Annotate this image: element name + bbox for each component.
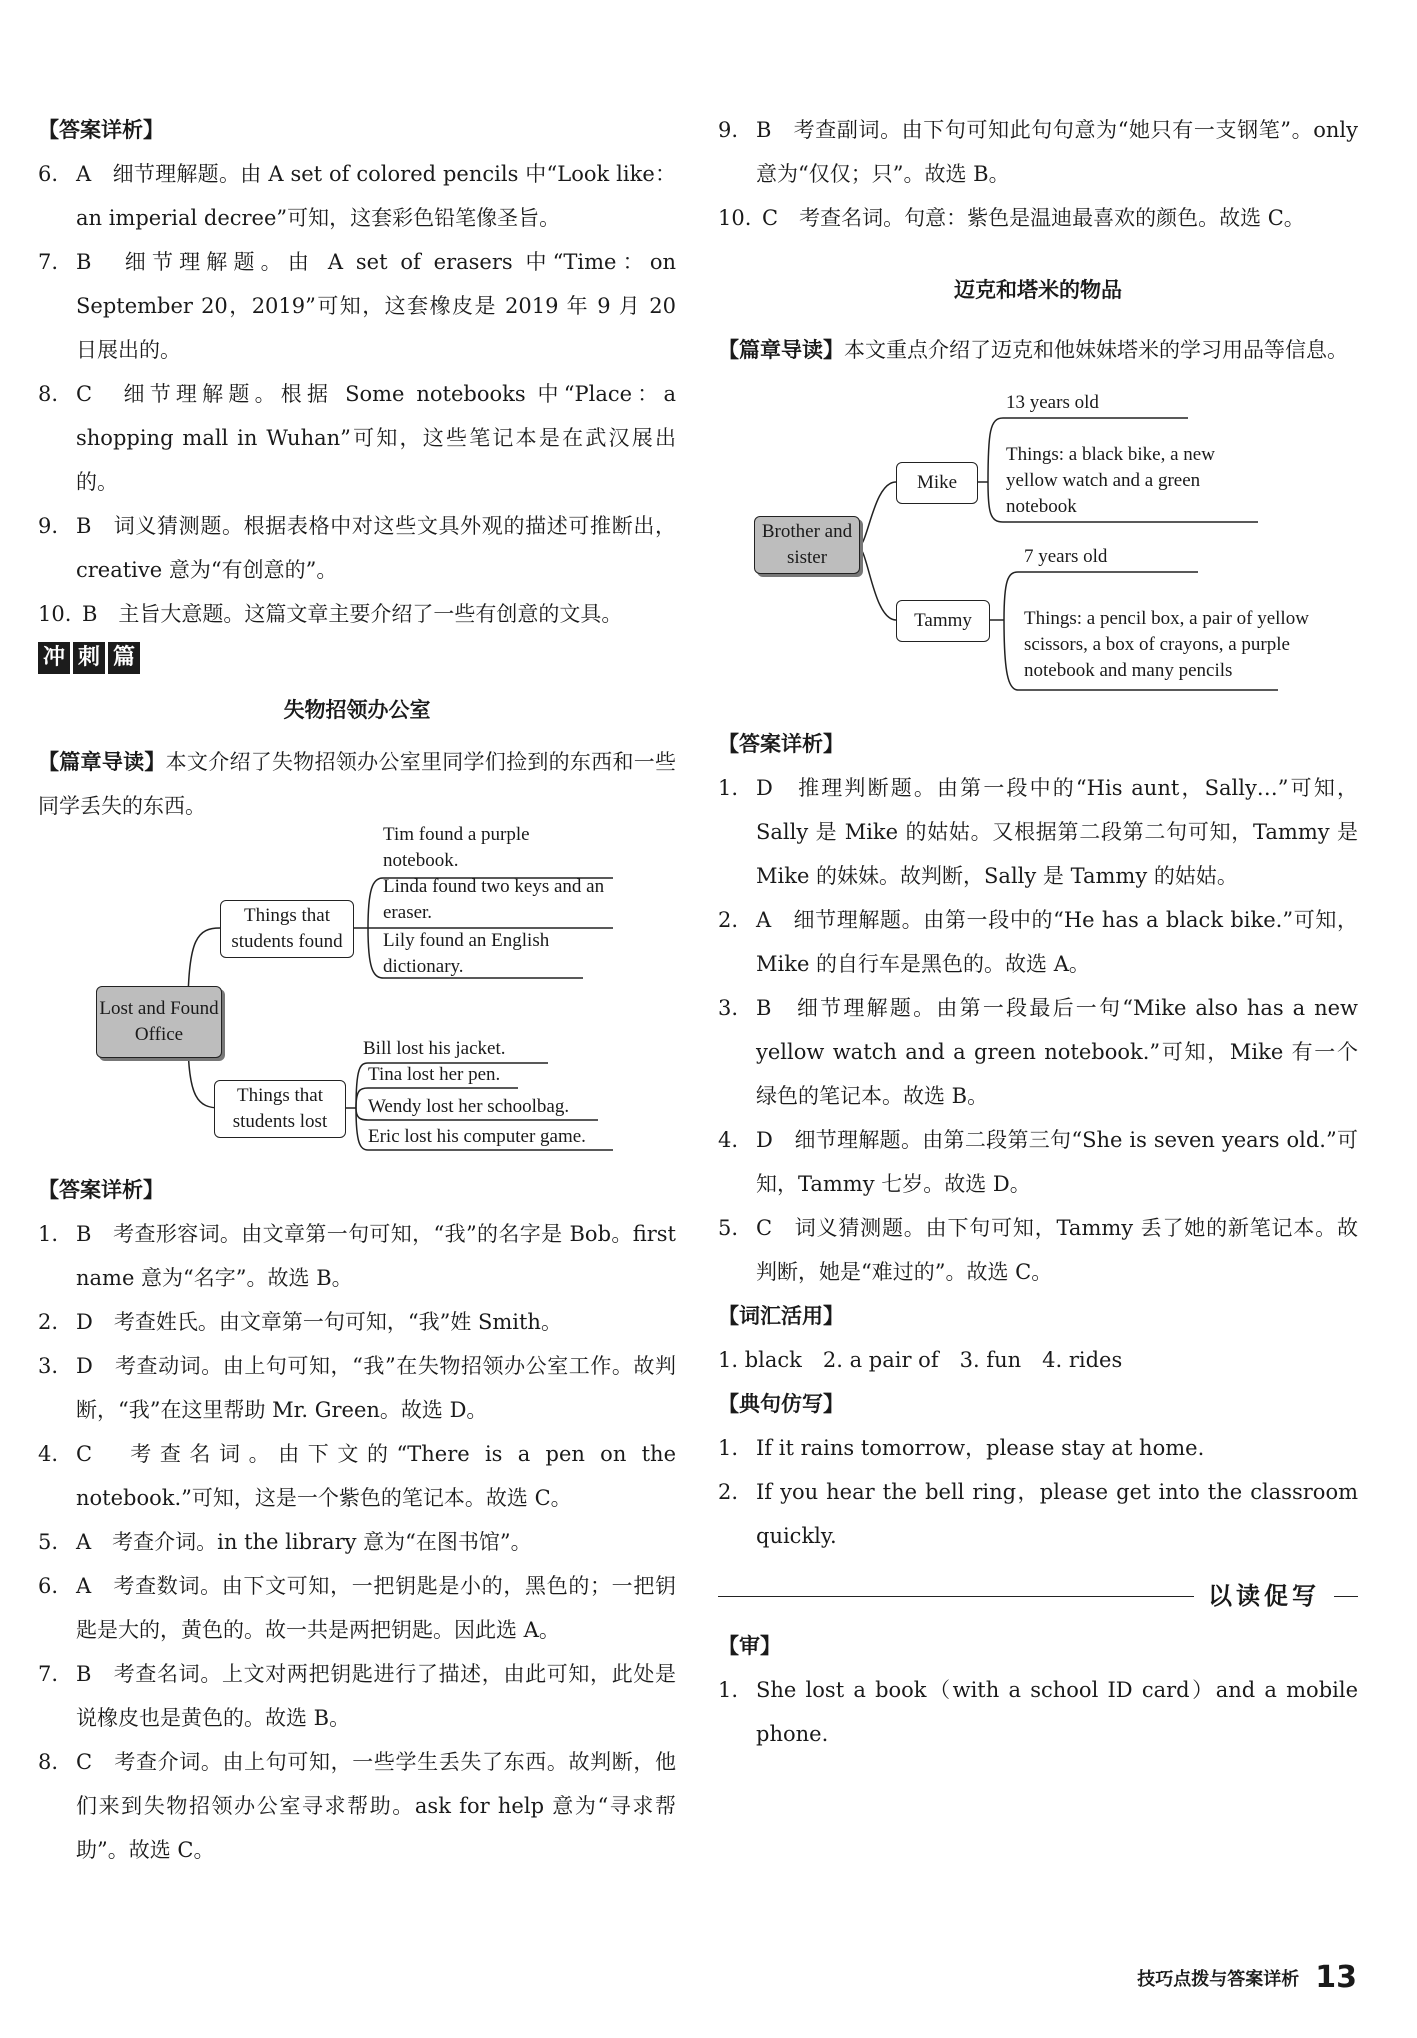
item-number: 2. bbox=[718, 1480, 739, 1504]
item-number: 7. bbox=[38, 250, 59, 274]
right-column bbox=[718, 108, 1358, 1756]
review-item bbox=[718, 1668, 1358, 1756]
mindmap-leaf: Wendy lost her schoolbag. bbox=[368, 1096, 570, 1117]
answer-item bbox=[718, 898, 1358, 986]
item-text: C 考查名词。句意：紫色是温迪最喜欢的颜色。故选 C。 bbox=[762, 206, 1305, 230]
answer-item bbox=[718, 196, 1358, 240]
section-header: 【答案详析】 bbox=[718, 732, 844, 756]
guide-text: 本文介绍了失物招领办公室里同学们捡到的东西和一些同学丢失的东西。 bbox=[38, 750, 676, 818]
badge-char: 刺 bbox=[73, 642, 105, 674]
item-text: If you hear the bell ring，please get into the classroom quickly. bbox=[756, 1480, 1358, 1548]
item-number: 2. bbox=[718, 908, 739, 932]
section-header: 【典句仿写】 bbox=[718, 1392, 844, 1416]
item-number: 7. bbox=[38, 1662, 59, 1686]
mindmap-leaf: Things: a pencil box, a pair of yellow scissors, a box of crayons, a purple notebook and many pencils bbox=[1024, 608, 1309, 681]
left-column bbox=[38, 108, 676, 1872]
item-number: 2. bbox=[38, 1310, 59, 1334]
item-number: 4. bbox=[38, 1442, 59, 1466]
mindmap-leaf: Tina lost her pen. bbox=[368, 1064, 501, 1085]
item-text: B 考查名词。上文对两把钥匙进行了描述，由此可知，此处是说橡皮也是黄色的。故选 B。 bbox=[76, 1662, 676, 1730]
mindmap-leaf: Linda found two keys and an eraser. bbox=[383, 876, 605, 923]
item-number: 1. bbox=[718, 776, 739, 800]
mindmap-leaf: Eric lost his computer game. bbox=[368, 1126, 586, 1147]
item-number: 1. bbox=[38, 1222, 59, 1246]
item-text: D 细节理解题。由第二段第三句“She is seven years old.”可知，Tammy 七岁。故选 D。 bbox=[756, 1128, 1358, 1196]
answer-item bbox=[38, 592, 676, 636]
chapter-guide bbox=[38, 740, 676, 828]
mindmap-node-mike: Mike bbox=[896, 462, 978, 504]
item-text: B 词义猜测题。根据表格中对这些文具外观的描述可推断出，creative 意为“有创意的”。 bbox=[76, 514, 676, 582]
section-header: 【答案详析】 bbox=[38, 118, 164, 142]
guide-label: 【篇章导读】 bbox=[718, 338, 844, 362]
answer-item bbox=[38, 372, 676, 504]
item-number: 3. bbox=[718, 996, 739, 1020]
answer-item bbox=[718, 766, 1358, 898]
article-title: 迈克和塔米的物品 bbox=[954, 278, 1122, 302]
item-number: 1. bbox=[718, 1678, 739, 1702]
mindmap-root: Brother and sister bbox=[754, 516, 860, 574]
answer-item bbox=[718, 1206, 1358, 1294]
mindmap-brother-sister bbox=[718, 372, 1358, 722]
item-text: B 主旨大意题。这篇文章主要介绍了一些有创意的文具。 bbox=[82, 602, 623, 626]
answer-item bbox=[38, 1564, 676, 1652]
article-title: 失物招领办公室 bbox=[283, 698, 431, 722]
item-text: C 考查名词。由下文的“There is a pen on the notebook.”可知，这是一个紫色的笔记本。故选 C。 bbox=[76, 1442, 676, 1510]
page-number: 13 bbox=[1315, 1960, 1357, 1995]
item-text: B 考查形容词。由文章第一句可知，“我”的名字是 Bob。first name 意为“名字”。故选 B。 bbox=[76, 1222, 676, 1290]
item-text: If it rains tomorrow，please stay at home. bbox=[756, 1436, 1205, 1460]
item-number: 10. bbox=[718, 206, 752, 230]
item-text: D 考查姓氏。由文章第一句可知，“我”姓 Smith。 bbox=[76, 1310, 562, 1334]
item-text: A 考查数词。由下文可知，一把钥匙是小的，黑色的；一把钥匙是大的，黄色的。故一共是两把钥匙。因此选 A。 bbox=[76, 1574, 676, 1642]
answer-item bbox=[38, 1212, 676, 1300]
answer-item bbox=[38, 1652, 676, 1740]
sprint-badge bbox=[38, 642, 676, 674]
mindmap-leaf: Lily found an English dictionary. bbox=[383, 930, 550, 977]
answer-list-2 bbox=[38, 1212, 676, 1872]
badge-char: 篇 bbox=[108, 642, 140, 674]
mindmap-root: Lost and Found Office bbox=[96, 986, 222, 1058]
item-text: B 细节理解题。由 A set of erasers 中“Time：on September 20，2019”可知，这套橡皮是 2019 年 9 月 20 日展出的。 bbox=[76, 250, 676, 362]
item-text: A 细节理解题。由 A set of colored pencils 中“Look like：an imperial decree”可知，这套彩色铅笔像圣旨。 bbox=[76, 162, 676, 230]
sentence-item bbox=[718, 1470, 1358, 1558]
chapter-guide bbox=[718, 328, 1358, 372]
sentence-list bbox=[718, 1426, 1358, 1558]
section-header: 【词汇活用】 bbox=[718, 1304, 844, 1328]
answer-item bbox=[38, 504, 676, 592]
answer-list-1 bbox=[38, 152, 676, 636]
guide-text: 本文重点介绍了迈克和他妹妹塔米的学习用品等信息。 bbox=[844, 338, 1348, 362]
item-number: 9. bbox=[38, 514, 59, 538]
item-number: 3. bbox=[38, 1354, 59, 1378]
read-to-write-divider bbox=[718, 1576, 1358, 1616]
mindmap-leaf: 7 years old bbox=[1024, 546, 1108, 567]
item-text: D 推理判断题。由第一段中的“His aunt，Sally…”可知，Sally 是 Mike 的姑姑。又根据第二段第二句可知，Tammy 是 Mike 的妹妹。故判断，Sally 是 Tammy 的姑姑。 bbox=[756, 776, 1358, 888]
footer-text: 技巧点拨与答案详析 bbox=[1137, 1968, 1300, 1990]
mindmap-lost-found bbox=[38, 824, 676, 1168]
item-text: A 细节理解题。由第一段中的“He has a black bike.”可知，Mike 的自行车是黑色的。故选 A。 bbox=[756, 908, 1358, 976]
guide-label: 【篇章导读】 bbox=[38, 750, 166, 774]
answer-item bbox=[38, 240, 676, 372]
mindmap-branch-lost: Things that students lost bbox=[214, 1080, 346, 1138]
item-number: 1. bbox=[718, 1436, 739, 1460]
item-text: B 细节理解题。由第一段最后一句“Mike also has a new yellow watch and a green notebook.”可知，Mike 有一个绿色的笔记本。故选 B。 bbox=[756, 996, 1358, 1108]
badge-char: 冲 bbox=[38, 642, 70, 674]
vocab-answers: 1. black 2. a pair of 3. fun 4. rides bbox=[718, 1348, 1123, 1372]
answer-item bbox=[718, 986, 1358, 1118]
review-list bbox=[718, 1668, 1358, 1756]
item-number: 6. bbox=[38, 162, 59, 186]
answer-list-top bbox=[718, 108, 1358, 240]
answer-list bbox=[718, 766, 1358, 1294]
item-number: 8. bbox=[38, 1750, 59, 1774]
answer-item bbox=[718, 108, 1358, 196]
item-number: 5. bbox=[38, 1530, 59, 1554]
mindmap-leaf: 13 years old bbox=[1006, 392, 1099, 413]
item-number: 10. bbox=[38, 602, 72, 626]
section-header: 【答案详析】 bbox=[38, 1178, 164, 1202]
mindmap-branch-found: Things that students found bbox=[220, 900, 354, 958]
item-text: C 考查介词。由上句可知，一些学生丢失了东西。故判断，他们来到失物招领办公室寻求帮助。ask for help 意为“寻求帮助”。故选 C。 bbox=[76, 1750, 676, 1862]
answer-item bbox=[38, 152, 676, 240]
answer-item bbox=[718, 1118, 1358, 1206]
answer-item bbox=[38, 1344, 676, 1432]
mindmap-leaf: Tim found a purple notebook. bbox=[383, 824, 530, 871]
item-number: 4. bbox=[718, 1128, 739, 1152]
item-text: C 词义猜测题。由下句可知，Tammy 丢了她的新笔记本。故判断，她是“难过的”。故选 C。 bbox=[756, 1216, 1358, 1284]
answer-item bbox=[38, 1520, 676, 1564]
item-text: B 考查副词。由下句可知此句句意为“她只有一支钢笔”。only 意为“仅仅；只”。故选 B。 bbox=[756, 118, 1358, 186]
item-text: C 细节理解题。根据 Some notebooks 中“Place：a shopping mall in Wuhan”可知，这些笔记本是在武汉展出的。 bbox=[76, 382, 676, 494]
mindmap-leaf: Bill lost his jacket. bbox=[363, 1038, 506, 1059]
section-header: 【审】 bbox=[718, 1634, 781, 1658]
sentence-item bbox=[718, 1426, 1358, 1470]
item-number: 6. bbox=[38, 1574, 59, 1598]
answer-item bbox=[38, 1740, 676, 1872]
item-number: 9. bbox=[718, 118, 739, 142]
item-text: A 考查介词。in the library 意为“在图书馆”。 bbox=[76, 1530, 532, 1554]
item-number: 5. bbox=[718, 1216, 739, 1240]
item-number: 8. bbox=[38, 382, 59, 406]
page-footer bbox=[1137, 1960, 1357, 1995]
mindmap-leaf: Things: a black bike, a new yellow watch and a green notebook bbox=[1006, 444, 1215, 517]
item-text: She lost a book（with a school ID card）and a mobile phone. bbox=[756, 1678, 1358, 1746]
mindmap-node-tammy: Tammy bbox=[896, 600, 990, 642]
item-text: D 考查动词。由上句可知，“我”在失物招领办公室工作。故判断，“我”在这里帮助 Mr. Green。故选 D。 bbox=[76, 1354, 676, 1422]
answer-item bbox=[38, 1432, 676, 1520]
answer-item bbox=[38, 1300, 676, 1344]
divider-label: 以读促写 bbox=[1194, 1576, 1334, 1616]
